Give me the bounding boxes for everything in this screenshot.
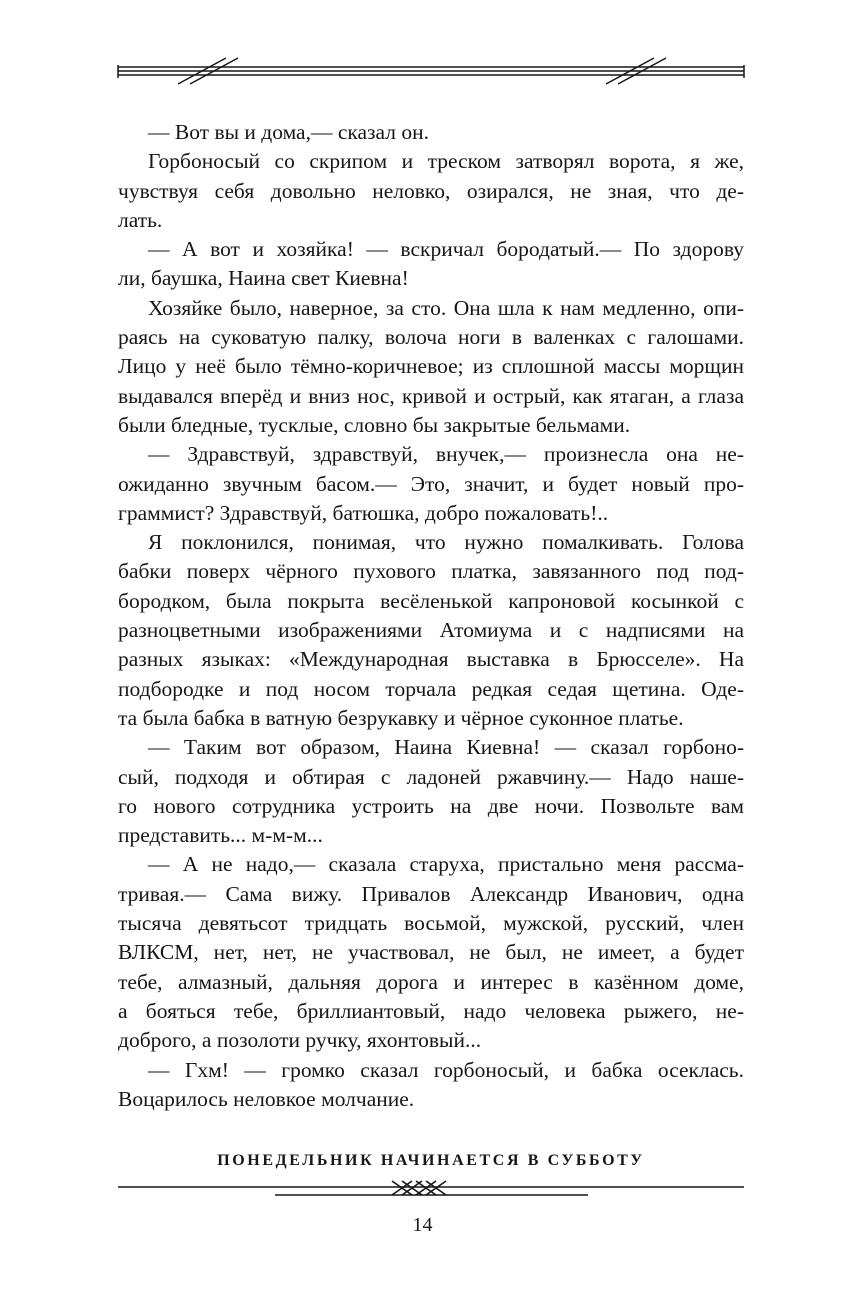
text-line: чувствуя себя довольно неловко, озирался, не зная, что де- [118,178,744,203]
text-line: та была бабка в ватную безрукавку и чёрное суконное платье. [118,705,684,730]
text-line: — Таким вот образом, Наина Киевна! — сказал горбоно- [148,735,744,760]
text-line: лать. [118,207,163,232]
text-line: Хозяйке было, наверное, за сто. Она шла к нам медленно, опи- [148,295,744,320]
text-line: — А не надо,— сказала старуха, пристально меня рассма- [148,852,744,877]
text-line: ВЛКСМ, нет, нет, не участвовал, не был, не имеет, а будет [118,940,744,965]
text-line: были бледные, тусклые, словно бы закрытые бельмами. [118,412,631,437]
text-line: доброго, а позолоти ручку, яхонтовый... [118,1028,482,1053]
text-line: тривая.— Сама вижу. Привалов Александр Иванович, одна [118,881,744,906]
text-line: — Гхм! — громко сказал горбоносый, и бабка осеклась. [148,1057,744,1082]
text-line: представить... м-м-м... [118,823,323,848]
text-line: выдавался вперёд и вниз нос, кривой и острый, как ятаган, а глаза [118,383,744,408]
text-line: тебе, алмазный, дальняя дорога и интерес в казённом доме, [118,969,744,994]
top-ornament [0,54,845,88]
running-title: ПОНЕДЕЛЬНИК НАЧИНАЕТСЯ В СУББОТУ [217,1152,645,1169]
text-line: бабки поверх чёрного пухового платка, завязанного под под- [118,559,744,584]
text-line: го нового сотрудника устроить на две ночи. Позвольте вам [118,793,744,818]
text-line: граммист? Здравствуй, батюшка, добро пожаловать!.. [118,500,609,525]
text-line: а бояться тебе, бриллиантовый, надо человека рыжего, не- [118,998,744,1023]
page-number: 14 [412,1214,433,1236]
text-line: тысяча девятьсот тридцать восьмой, мужской, русский, член [118,911,744,936]
text-line: бородком, была покрыта весёленькой капроновой косынкой с [118,588,744,613]
text-line: — Здравствуй, здравствуй, внучек,— произнесла она не- [148,442,744,467]
bottom-ornament [0,1176,845,1208]
text-line: Лицо у неё было тёмно-коричневое; из сплошной массы морщин [118,354,744,379]
text-line: сый, подходя и обтирая с ладоней ржавчину.— Надо наше- [118,764,744,789]
text-line: подбородке и под носом торчала редкая седая щетина. Оде- [118,676,744,701]
body-text [118,118,744,1114]
text-line: Воцарилось неловкое молчание. [118,1086,415,1111]
text-line: разноцветными изображениями Атомиума и с надписями на [118,618,744,643]
text-line: Я поклонился, понимая, что нужно помалкивать. Голова [148,530,744,555]
text-line: Горбоносый со скрипом и треском затворял ворота, я же, [148,149,744,174]
text-line: — Вот вы и дома,— сказал он. [148,120,430,144]
text-line: — А вот и хозяйка! — вскричал бородатый.— По здорову [148,237,744,262]
text-line: ли, баушка, Наина свет Киевна! [118,266,409,291]
text-line: раясь на суковатую палку, волоча ноги в валенках с галошами. [118,325,744,350]
text-line: разных языках: «Международная выставка в Брюсселе». На [118,647,744,672]
text-line: ожиданно звучным басом.— Это, значит, и будет новый про- [118,471,744,496]
